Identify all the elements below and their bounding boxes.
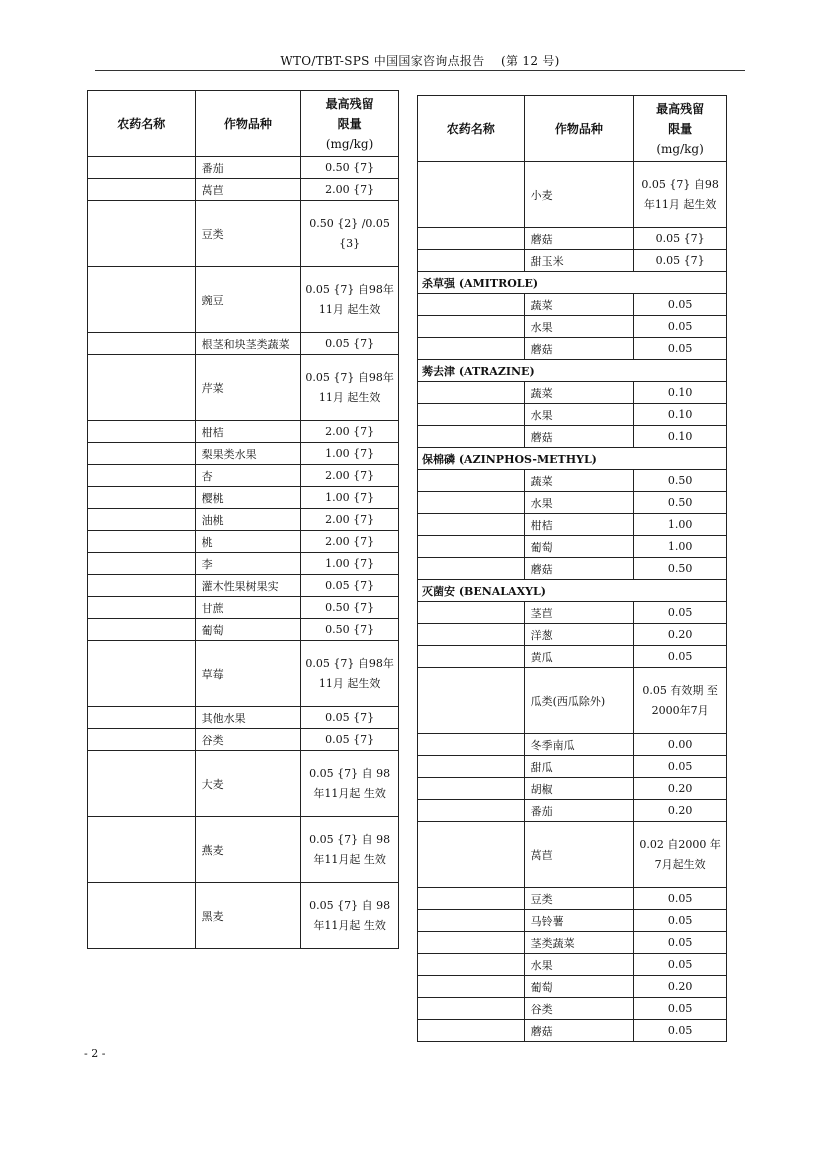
pesticide-cell [418,954,525,976]
crop-cell: 葡萄 [524,976,634,998]
pesticide-section-row [418,448,727,470]
table-row [88,509,399,531]
crop-cell: 李 [195,553,301,575]
mrl-cell: 0.05 [634,294,727,316]
crop-cell: 灌木性果树果实 [195,575,301,597]
crop-cell: 茎类蔬菜 [524,932,634,954]
pesticide-name: 莠去津 (ATRAZINE) [418,360,727,382]
crop-cell: 甜瓜 [524,756,634,778]
pesticide-cell [88,443,196,465]
crop-cell: 蘑菇 [524,228,634,250]
crop-cell: 芹菜 [195,355,301,421]
crop-cell: 柑桔 [524,514,634,536]
pesticide-cell [418,734,525,756]
mrl-cell: 0.05 {7} [301,333,399,355]
table-row [418,294,727,316]
table-row [88,157,399,179]
mrl-cell: 0.05 [634,998,727,1020]
mrl-cell: 0.10 [634,404,727,426]
right-table [417,95,727,1042]
table-row [418,382,727,404]
mrl-cell: 0.05 [634,646,727,668]
pesticide-cell [418,624,525,646]
table-row [418,404,727,426]
mrl-cell: 0.50 {7} [301,157,399,179]
crop-cell: 蔬菜 [524,470,634,492]
pesticide-cell [418,316,525,338]
pesticide-cell [418,602,525,624]
mrl-cell: 0.05 [634,338,727,360]
crop-cell: 茎苣 [524,602,634,624]
page-number: - 2 - [84,1047,106,1060]
pesticide-cell [418,778,525,800]
pesticide-cell [418,756,525,778]
pesticide-cell [418,822,525,888]
pesticide-cell [88,575,196,597]
table-row [88,817,399,883]
pesticide-name: 灭菌安 (BENALAXYL) [418,580,727,602]
mrl-cell: 0.05 [634,910,727,932]
pesticide-cell [88,553,196,575]
pesticide-cell [88,729,196,751]
pesticide-cell [88,421,196,443]
table-row [418,624,727,646]
pesticide-cell [88,333,196,355]
table-row [418,998,727,1020]
crop-cell: 葡萄 [195,619,301,641]
mrl-cell: 0.05 {7} [634,250,727,272]
mrl-cell: 0.05 {7} [301,575,399,597]
table-row [418,778,727,800]
crop-cell: 油桃 [195,509,301,531]
page-header [95,52,745,69]
pesticide-cell [88,751,196,817]
pesticide-cell [418,998,525,1020]
table-row [418,514,727,536]
header-rule [95,70,745,71]
table-row [88,201,399,267]
mrl-cell: 0.05 {7} 自98年11月 起生效 [301,355,399,421]
table-row [88,707,399,729]
crop-cell: 谷类 [195,729,301,751]
mrl-cell: 0.05 {7} 自 98年11月起 生效 [301,751,399,817]
mrl-cell: 0.10 [634,382,727,404]
crop-cell: 燕麦 [195,817,301,883]
pesticide-cell [418,228,525,250]
crop-cell: 蘑菇 [524,558,634,580]
table-row [88,465,399,487]
crop-cell: 梨果类水果 [195,443,301,465]
table-row [88,641,399,707]
table-row [88,355,399,421]
crop-cell: 水果 [524,954,634,976]
mrl-cell: 0.05 {7} 自 98年11月起 生效 [301,883,399,949]
table-row [88,751,399,817]
crop-cell: 瓜类(西瓜除外) [524,668,634,734]
mrl-cell: 2.00 {7} [301,531,399,553]
pesticide-name: 杀草强 (AMITROLE) [418,272,727,294]
crop-cell: 根茎和块茎类蔬菜 [195,333,301,355]
table-row [418,250,727,272]
mrl-cell: 1.00 {7} [301,553,399,575]
crop-cell: 柑桔 [195,421,301,443]
crop-cell: 大麦 [195,751,301,817]
table-row [88,729,399,751]
crop-cell: 草莓 [195,641,301,707]
mrl-cell: 0.50 [634,492,727,514]
pesticide-cell [418,976,525,998]
crop-cell: 水果 [524,492,634,514]
crop-cell: 番茄 [195,157,301,179]
crop-cell: 莴苣 [195,179,301,201]
crop-cell: 樱桃 [195,487,301,509]
crop-cell: 番茄 [524,800,634,822]
table-row [88,267,399,333]
pesticide-cell [88,267,196,333]
table-row [418,668,727,734]
mrl-cell: 0.05 [634,888,727,910]
mrl-column-header: 最高残留 限量 (mg/kg) [634,96,727,162]
table-row [88,487,399,509]
pesticide-cell [418,426,525,448]
crop-cell: 豆类 [195,201,301,267]
pesticide-cell [88,179,196,201]
crop-column-header: 作物品种 [195,91,301,157]
pesticide-cell [418,404,525,426]
mrl-cell: 0.05 {7} [634,228,727,250]
table-row [418,800,727,822]
crop-cell: 桃 [195,531,301,553]
pesticide-cell [88,487,196,509]
crop-cell: 马铃薯 [524,910,634,932]
mrl-cell: 0.20 [634,976,727,998]
pesticide-column-header: 农药名称 [418,96,525,162]
mrl-cell: 0.50 [634,558,727,580]
mrl-cell: 1.00 [634,536,727,558]
left-header-row [88,91,399,157]
mrl-cell: 0.05 [634,316,727,338]
crop-cell: 冬季南瓜 [524,734,634,756]
pesticide-cell [88,531,196,553]
pesticide-cell [418,800,525,822]
pesticide-cell [88,707,196,729]
table-row [418,426,727,448]
pesticide-cell [88,883,196,949]
pesticide-cell [418,294,525,316]
crop-cell: 黄瓜 [524,646,634,668]
right-header-row [418,96,727,162]
pesticide-cell [88,157,196,179]
table-row [418,558,727,580]
mrl-cell: 1.00 {7} [301,443,399,465]
table-row [418,756,727,778]
pesticide-cell [418,162,525,228]
pesticide-cell [88,597,196,619]
crop-cell: 水果 [524,404,634,426]
header-issue: (第 12 号) [500,54,560,68]
mrl-cell: 0.05 {7} [301,707,399,729]
table-row [418,734,727,756]
table-row [418,602,727,624]
table-row [418,1020,727,1042]
table-row [418,470,727,492]
pesticide-cell [88,509,196,531]
pesticide-cell [88,465,196,487]
mrl-cell: 0.05 有效期 至2000年7月 [634,668,727,734]
crop-cell: 胡椒 [524,778,634,800]
mrl-cell: 2.00 {7} [301,421,399,443]
mrl-cell: 0.02 自2000 年7月起生效 [634,822,727,888]
pesticide-cell [418,888,525,910]
header-title: WTO/TBT-SPS 中国国家咨询点报告 [280,54,485,68]
pesticide-section-row [418,272,727,294]
pesticide-cell [418,668,525,734]
pesticide-column-header: 农药名称 [88,91,196,157]
mrl-cell: 0.05 [634,1020,727,1042]
table-row [418,492,727,514]
table-row [88,179,399,201]
pesticide-cell [418,536,525,558]
crop-cell: 蘑菇 [524,1020,634,1042]
table-row [418,338,727,360]
mrl-cell: 0.05 {7} 自98年11月 起生效 [301,267,399,333]
mrl-cell: 0.05 {7} 自98年11月 起生效 [301,641,399,707]
mrl-cell: 2.00 {7} [301,465,399,487]
pesticide-cell [88,201,196,267]
pesticide-cell [418,1020,525,1042]
table-row [88,883,399,949]
crop-cell: 蘑菇 [524,426,634,448]
mrl-cell: 0.50 [634,470,727,492]
crop-cell: 甜玉米 [524,250,634,272]
mrl-cell: 0.05 {7} 自98年11月 起生效 [634,162,727,228]
pesticide-cell [418,910,525,932]
pesticide-cell [418,932,525,954]
table-row [88,619,399,641]
crop-cell: 豆类 [524,888,634,910]
crop-cell: 洋葱 [524,624,634,646]
pesticide-name: 保棉磷 (AZINPHOS-METHYL) [418,448,727,470]
crop-cell: 黑麦 [195,883,301,949]
pesticide-cell [418,514,525,536]
mrl-cell: 0.05 [634,756,727,778]
table-row [418,888,727,910]
pesticide-cell [418,492,525,514]
crop-cell: 蘑菇 [524,338,634,360]
crop-cell: 蔬菜 [524,294,634,316]
crop-cell: 小麦 [524,162,634,228]
mrl-cell: 0.05 [634,602,727,624]
pesticide-cell [418,338,525,360]
table-row [418,910,727,932]
mrl-cell: 0.05 [634,932,727,954]
crop-cell: 杏 [195,465,301,487]
crop-cell: 葡萄 [524,536,634,558]
pesticide-cell [418,250,525,272]
mrl-cell: 0.20 [634,800,727,822]
pesticide-cell [418,558,525,580]
table-row [418,646,727,668]
crop-cell: 莴苣 [524,822,634,888]
mrl-cell: 2.00 {7} [301,179,399,201]
table-row [418,822,727,888]
table-row [88,531,399,553]
table-row [418,932,727,954]
pesticide-cell [88,641,196,707]
mrl-cell: 0.05 {7} 自 98年11月起 生效 [301,817,399,883]
table-row [418,162,727,228]
mrl-column-header: 最高残留 限量 (mg/kg) [301,91,399,157]
crop-cell: 其他水果 [195,707,301,729]
table-row [88,443,399,465]
pesticide-cell [418,382,525,404]
mrl-cell: 0.20 [634,778,727,800]
mrl-cell: 0.05 [634,954,727,976]
pesticide-cell [88,619,196,641]
pesticide-cell [88,355,196,421]
mrl-cell: 0.20 [634,624,727,646]
crop-cell: 豌豆 [195,267,301,333]
mrl-cell: 1.00 [634,514,727,536]
mrl-cell: 0.05 {7} [301,729,399,751]
pesticide-cell [418,646,525,668]
table-row [418,536,727,558]
table-row [88,597,399,619]
pesticide-cell [418,470,525,492]
mrl-cell: 0.10 [634,426,727,448]
table-row [418,316,727,338]
mrl-cell: 0.00 [634,734,727,756]
pesticide-section-row [418,360,727,382]
table-row [88,421,399,443]
mrl-cell: 0.50 {7} [301,619,399,641]
crop-column-header: 作物品种 [524,96,634,162]
crop-cell: 蔬菜 [524,382,634,404]
mrl-cell: 1.00 {7} [301,487,399,509]
mrl-cell: 2.00 {7} [301,509,399,531]
pesticide-section-row [418,580,727,602]
mrl-cell: 0.50 {2} /0.05 {3} [301,201,399,267]
table-row [88,553,399,575]
crop-cell: 甘蔗 [195,597,301,619]
pesticide-cell [88,817,196,883]
table-row [88,333,399,355]
table-row [418,976,727,998]
left-table [87,90,399,949]
crop-cell: 谷类 [524,998,634,1020]
table-row [418,228,727,250]
mrl-cell: 0.50 {7} [301,597,399,619]
table-row [418,954,727,976]
table-row [88,575,399,597]
crop-cell: 水果 [524,316,634,338]
